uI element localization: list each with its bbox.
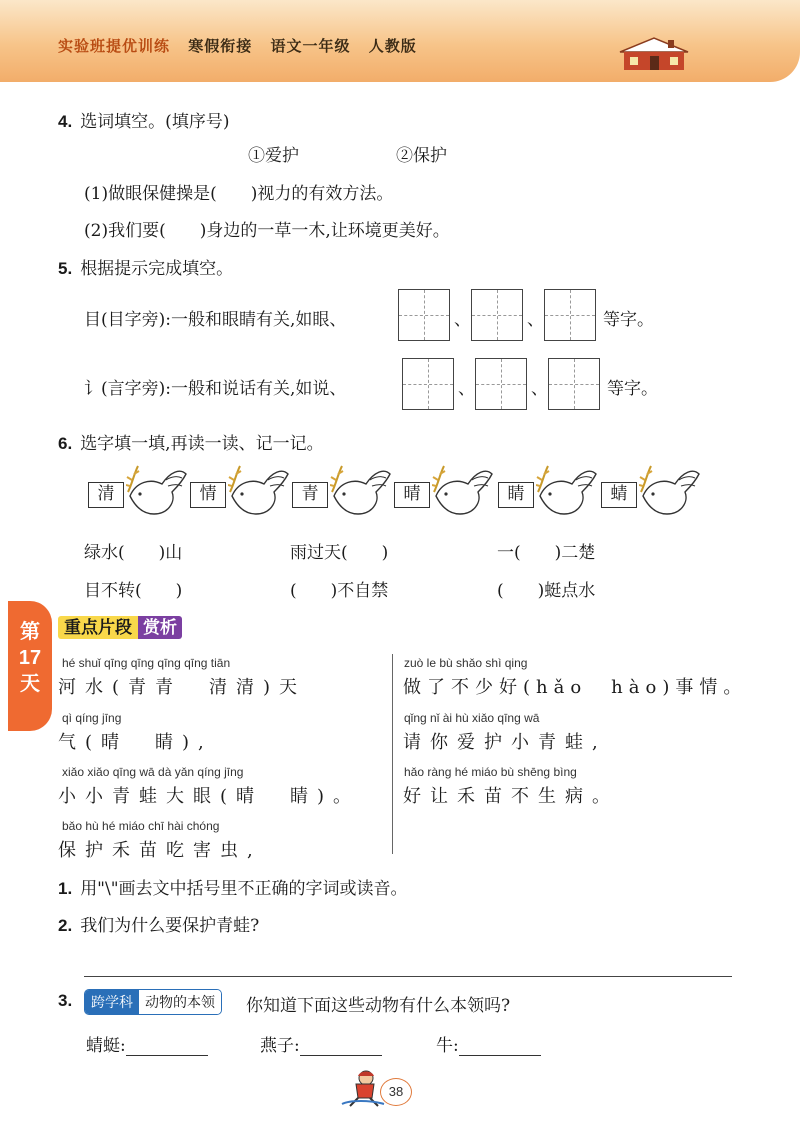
cross-subject-badge: 跨学科 动物的本领 [84,989,222,1015]
answer-blank[interactable] [300,1037,382,1056]
header-subject: 语文一年级 [270,37,351,55]
header-text [58,35,429,56]
q5-tail: 等字。 [607,379,658,399]
answer-line[interactable] [84,976,732,977]
q5-line1-label: 目(目字旁):一般和眼睛有关,如眼、 [84,310,347,330]
header-edition: 人教版 [368,37,417,55]
pinyin-line: qǐng nǐ ài hù xiǎo qīng wā [404,711,540,725]
char-card[interactable]: 情 [190,482,226,508]
fill-blank: ( )不自禁 [290,581,389,601]
passage-line: 保护禾苗吃害虫, [58,840,262,861]
mascot-icon [340,1068,386,1108]
q4-option-2: ②保护 [396,146,447,166]
animal-field: 牛: [436,1031,541,1056]
separator: 、 [527,310,544,330]
char-card[interactable]: 蜻 [601,482,637,508]
fill-blank: ( )蜓点水 [497,581,596,601]
separator: 、 [458,379,475,399]
q4-option-1: ①爱护 [248,146,299,166]
pinyin-line: bǎo hù hé miáo chī hài chóng [62,819,220,833]
writing-box[interactable] [398,289,450,341]
q5-tail: 等字。 [603,310,654,330]
separator: 、 [454,310,471,330]
pinyin-line: qì qíng jīng [62,711,122,725]
fill-blank: 一( )二楚 [497,543,596,563]
passage-line: 河水(青青 清清)天 [58,677,307,698]
q4-prompt: 4. 选词填空。(填序号) [58,112,230,132]
answer-blank[interactable] [459,1037,541,1056]
dove-icon [536,462,600,522]
dove-icon [639,462,703,522]
q4-item-2: (2)我们要( )身边的一草一木,让环境更美好。 [84,221,450,241]
house-icon [616,36,692,72]
series-title: 实验班提优训练 [58,37,171,55]
dove-icon [228,462,292,522]
pinyin-line: hǎo ràng hé miáo bù shēng bìng [404,765,577,779]
q4-item-1: (1)做眼保健操是( )视力的有效方法。 [84,184,394,204]
writing-box[interactable] [402,358,454,410]
reading-q1: 1. 用"\"画去文中括号里不正确的字词或读音。 [58,879,408,899]
column-divider [392,654,393,854]
pinyin-line: zuò le bù shǎo shì qing [404,656,528,670]
fill-blank: 绿水( )山 [84,543,183,563]
passage-line: 小小青蛙大眼(晴 睛)。 [58,786,361,807]
char-card[interactable]: 清 [88,482,124,508]
q5-line2-label: 讠(言字旁):一般和说话有关,如说、 [84,379,347,399]
dove-icon [432,462,496,522]
reading-q2: 2. 我们为什么要保护青蛙? [58,916,260,936]
char-card[interactable]: 晴 [394,482,430,508]
fill-blank: 目不转( ) [84,581,183,601]
reading-q3-text: 你知道下面这些动物有什么本领吗? [246,996,511,1016]
fill-blank: 雨过天( ) [290,543,389,563]
animal-field: 蜻蜓: [86,1031,208,1056]
reading-q3-number: 3. [58,991,73,1010]
q6-prompt: 6. 选字填一填,再读一读、记一记。 [58,434,324,454]
q5-prompt: 5. 根据提示完成填空。 [58,259,234,279]
dove-icon [126,462,190,522]
char-card[interactable]: 睛 [498,482,534,508]
header-subtitle: 寒假衔接 [188,37,253,55]
writing-box[interactable] [548,358,600,410]
animal-field: 燕子: [260,1031,382,1056]
day-tab: 第 17 天 [8,601,52,731]
char-card[interactable]: 青 [292,482,328,508]
writing-box[interactable] [475,358,527,410]
passage-line: 请你爱护小青蛙, [403,732,607,753]
passage-line: 好让禾苗不生病。 [403,786,619,807]
section-title: 重点片段 赏析 [58,613,182,639]
pinyin-line: xiǎo xiǎo qīng wā dà yǎn qíng jīng [62,765,244,779]
passage-line: 气(晴 睛), [58,732,213,753]
writing-box[interactable] [544,289,596,341]
pinyin-line: hé shuǐ qīng qīng qīng qīng tiān [62,656,231,670]
answer-blank[interactable] [126,1037,208,1056]
writing-box[interactable] [471,289,523,341]
page-number: 38 [380,1078,412,1106]
dove-icon [330,462,394,522]
separator: 、 [531,379,548,399]
passage-line: 做了不少好(hǎo hào)事情。 [403,677,748,698]
